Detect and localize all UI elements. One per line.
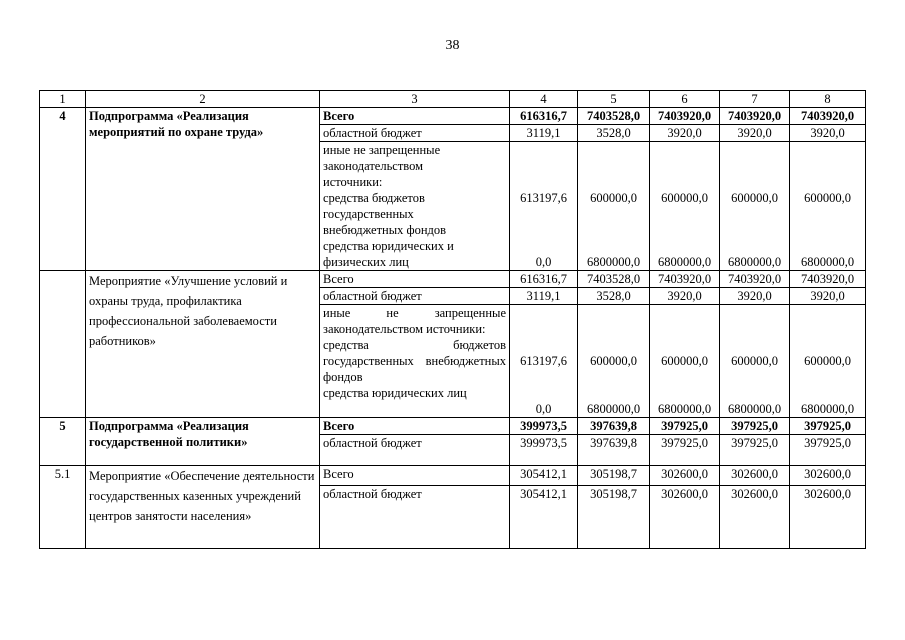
value: 613197,6 [520, 354, 567, 368]
table-cell: 3920,0 [790, 288, 866, 305]
value: 0,0 [535, 255, 552, 269]
table-cell: 3119,1 [510, 125, 578, 142]
table-cell: 3920,0 [650, 125, 720, 142]
table-cell [578, 142, 650, 271]
value: 6800000,0 [800, 402, 855, 416]
header-cell: 7 [720, 91, 790, 108]
table-cell: 397925,0 [790, 418, 866, 435]
row-number [40, 271, 86, 418]
value: 600000,0 [590, 191, 637, 205]
text-line: иные не запрещенные законодательством источники: [323, 306, 506, 336]
value: 6800000,0 [657, 402, 712, 416]
table-cell [650, 305, 720, 418]
row-number: 5.1 [40, 466, 86, 549]
text-line: государственных [323, 207, 414, 221]
header-cell: 4 [510, 91, 578, 108]
table-cell: 399973,5 [510, 435, 578, 466]
table-cell: 397925,0 [720, 418, 790, 435]
table-cell: 397925,0 [720, 435, 790, 466]
funding-source [320, 305, 510, 418]
value: 6800000,0 [727, 402, 782, 416]
value: 600000,0 [661, 354, 708, 368]
value: 6800000,0 [657, 255, 712, 269]
page-number: 38 [445, 38, 460, 53]
value: 6800000,0 [586, 402, 641, 416]
table-cell: 3119,1 [510, 288, 578, 305]
header-cell: 1 [40, 91, 86, 108]
value: 600000,0 [731, 354, 778, 368]
table-cell: 399973,5 [510, 418, 578, 435]
value: 6800000,0 [586, 255, 641, 269]
funding-source: Всего [320, 108, 510, 125]
value: 613197,6 [520, 191, 567, 205]
funding-source: Всего [320, 466, 510, 486]
text-line: физических лиц [323, 255, 409, 269]
table-cell: 305198,7 [578, 466, 650, 486]
table-cell: 3920,0 [720, 288, 790, 305]
funding-source: Всего [320, 271, 510, 288]
table-cell: 7403920,0 [650, 271, 720, 288]
funding-source: областной бюджет [320, 125, 510, 142]
table-cell: 616316,7 [510, 108, 578, 125]
table-row [40, 271, 866, 288]
table-cell [790, 142, 866, 271]
text-line: иные не запрещенные [323, 143, 441, 157]
row-number: 4 [40, 108, 86, 271]
text-line: средства юридических и [323, 239, 454, 253]
text-line: средства бюджетов государственных внебюджетных фондов [323, 338, 506, 384]
table-cell: 397639,8 [578, 418, 650, 435]
table-row [40, 108, 866, 125]
table-cell: 305412,1 [510, 466, 578, 486]
measure-text: Мероприятие «Улучшение условий и охраны труда, профилактика профессиональной заболеваемости работников» [89, 274, 288, 348]
table-cell: 305198,7 [578, 486, 650, 549]
text-line: внебюджетных фондов [323, 223, 447, 237]
table-cell: 616316,7 [510, 271, 578, 288]
value: 600000,0 [804, 191, 851, 205]
value: 600000,0 [661, 191, 708, 205]
table-cell: 3528,0 [578, 125, 650, 142]
funding-source: областной бюджет [320, 288, 510, 305]
measure-name [86, 271, 320, 418]
table-cell: 3920,0 [650, 288, 720, 305]
table-cell: 397925,0 [790, 435, 866, 466]
measure-name [86, 466, 320, 549]
header-cell: 8 [790, 91, 866, 108]
table-cell: 302600,0 [720, 466, 790, 486]
table-cell: 3920,0 [720, 125, 790, 142]
table-row [40, 466, 866, 486]
table-cell: 302600,0 [650, 466, 720, 486]
table-cell: 3528,0 [578, 288, 650, 305]
header-cell: 2 [86, 91, 320, 108]
table-cell [650, 142, 720, 271]
table-cell [510, 142, 578, 271]
table-cell: 7403920,0 [720, 108, 790, 125]
value: 0,0 [535, 402, 552, 416]
funding-source: областной бюджет [320, 486, 510, 549]
header-row [40, 91, 866, 108]
value: 6800000,0 [800, 255, 855, 269]
table-cell [578, 305, 650, 418]
table-cell: 7403528,0 [578, 108, 650, 125]
table-cell: 7403528,0 [578, 271, 650, 288]
text-line: средства юридических лиц [323, 386, 467, 400]
table-cell [720, 305, 790, 418]
budget-table [39, 90, 866, 549]
table-cell [790, 305, 866, 418]
table-cell [720, 142, 790, 271]
table-cell: 3920,0 [790, 125, 866, 142]
text-line: законодательством [323, 159, 424, 173]
funding-source: Всего [320, 418, 510, 435]
table-cell: 7403920,0 [650, 108, 720, 125]
value: 600000,0 [804, 354, 851, 368]
table-cell: 397925,0 [650, 435, 720, 466]
table-cell: 302600,0 [790, 466, 866, 486]
table-cell: 305412,1 [510, 486, 578, 549]
table-cell: 302600,0 [720, 486, 790, 549]
subprogram-name: Подпрограмма «Реализация государственной политики» [86, 418, 320, 466]
table-cell [510, 305, 578, 418]
table-cell: 302600,0 [650, 486, 720, 549]
table-cell: 7403920,0 [790, 271, 866, 288]
header-cell: 5 [578, 91, 650, 108]
funding-source: областной бюджет [320, 435, 510, 466]
value: 6800000,0 [727, 255, 782, 269]
measure-text: Мероприятие «Обеспечение деятельности государственных казенных учреждений центров занятости населения» [89, 469, 315, 523]
text-line: источники: [323, 175, 383, 189]
value: 600000,0 [731, 191, 778, 205]
header-cell: 3 [320, 91, 510, 108]
row-number: 5 [40, 418, 86, 466]
table-cell: 397639,8 [578, 435, 650, 466]
table-cell: 302600,0 [790, 486, 866, 549]
header-cell: 6 [650, 91, 720, 108]
table-cell: 397925,0 [650, 418, 720, 435]
subprogram-name: Подпрограмма «Реализация мероприятий по охране труда» [86, 108, 320, 271]
table-cell: 7403920,0 [720, 271, 790, 288]
funding-source [320, 142, 510, 271]
value: 600000,0 [590, 354, 637, 368]
text-line: средства бюджетов [323, 191, 425, 205]
table-cell: 7403920,0 [790, 108, 866, 125]
table-row [40, 418, 866, 435]
